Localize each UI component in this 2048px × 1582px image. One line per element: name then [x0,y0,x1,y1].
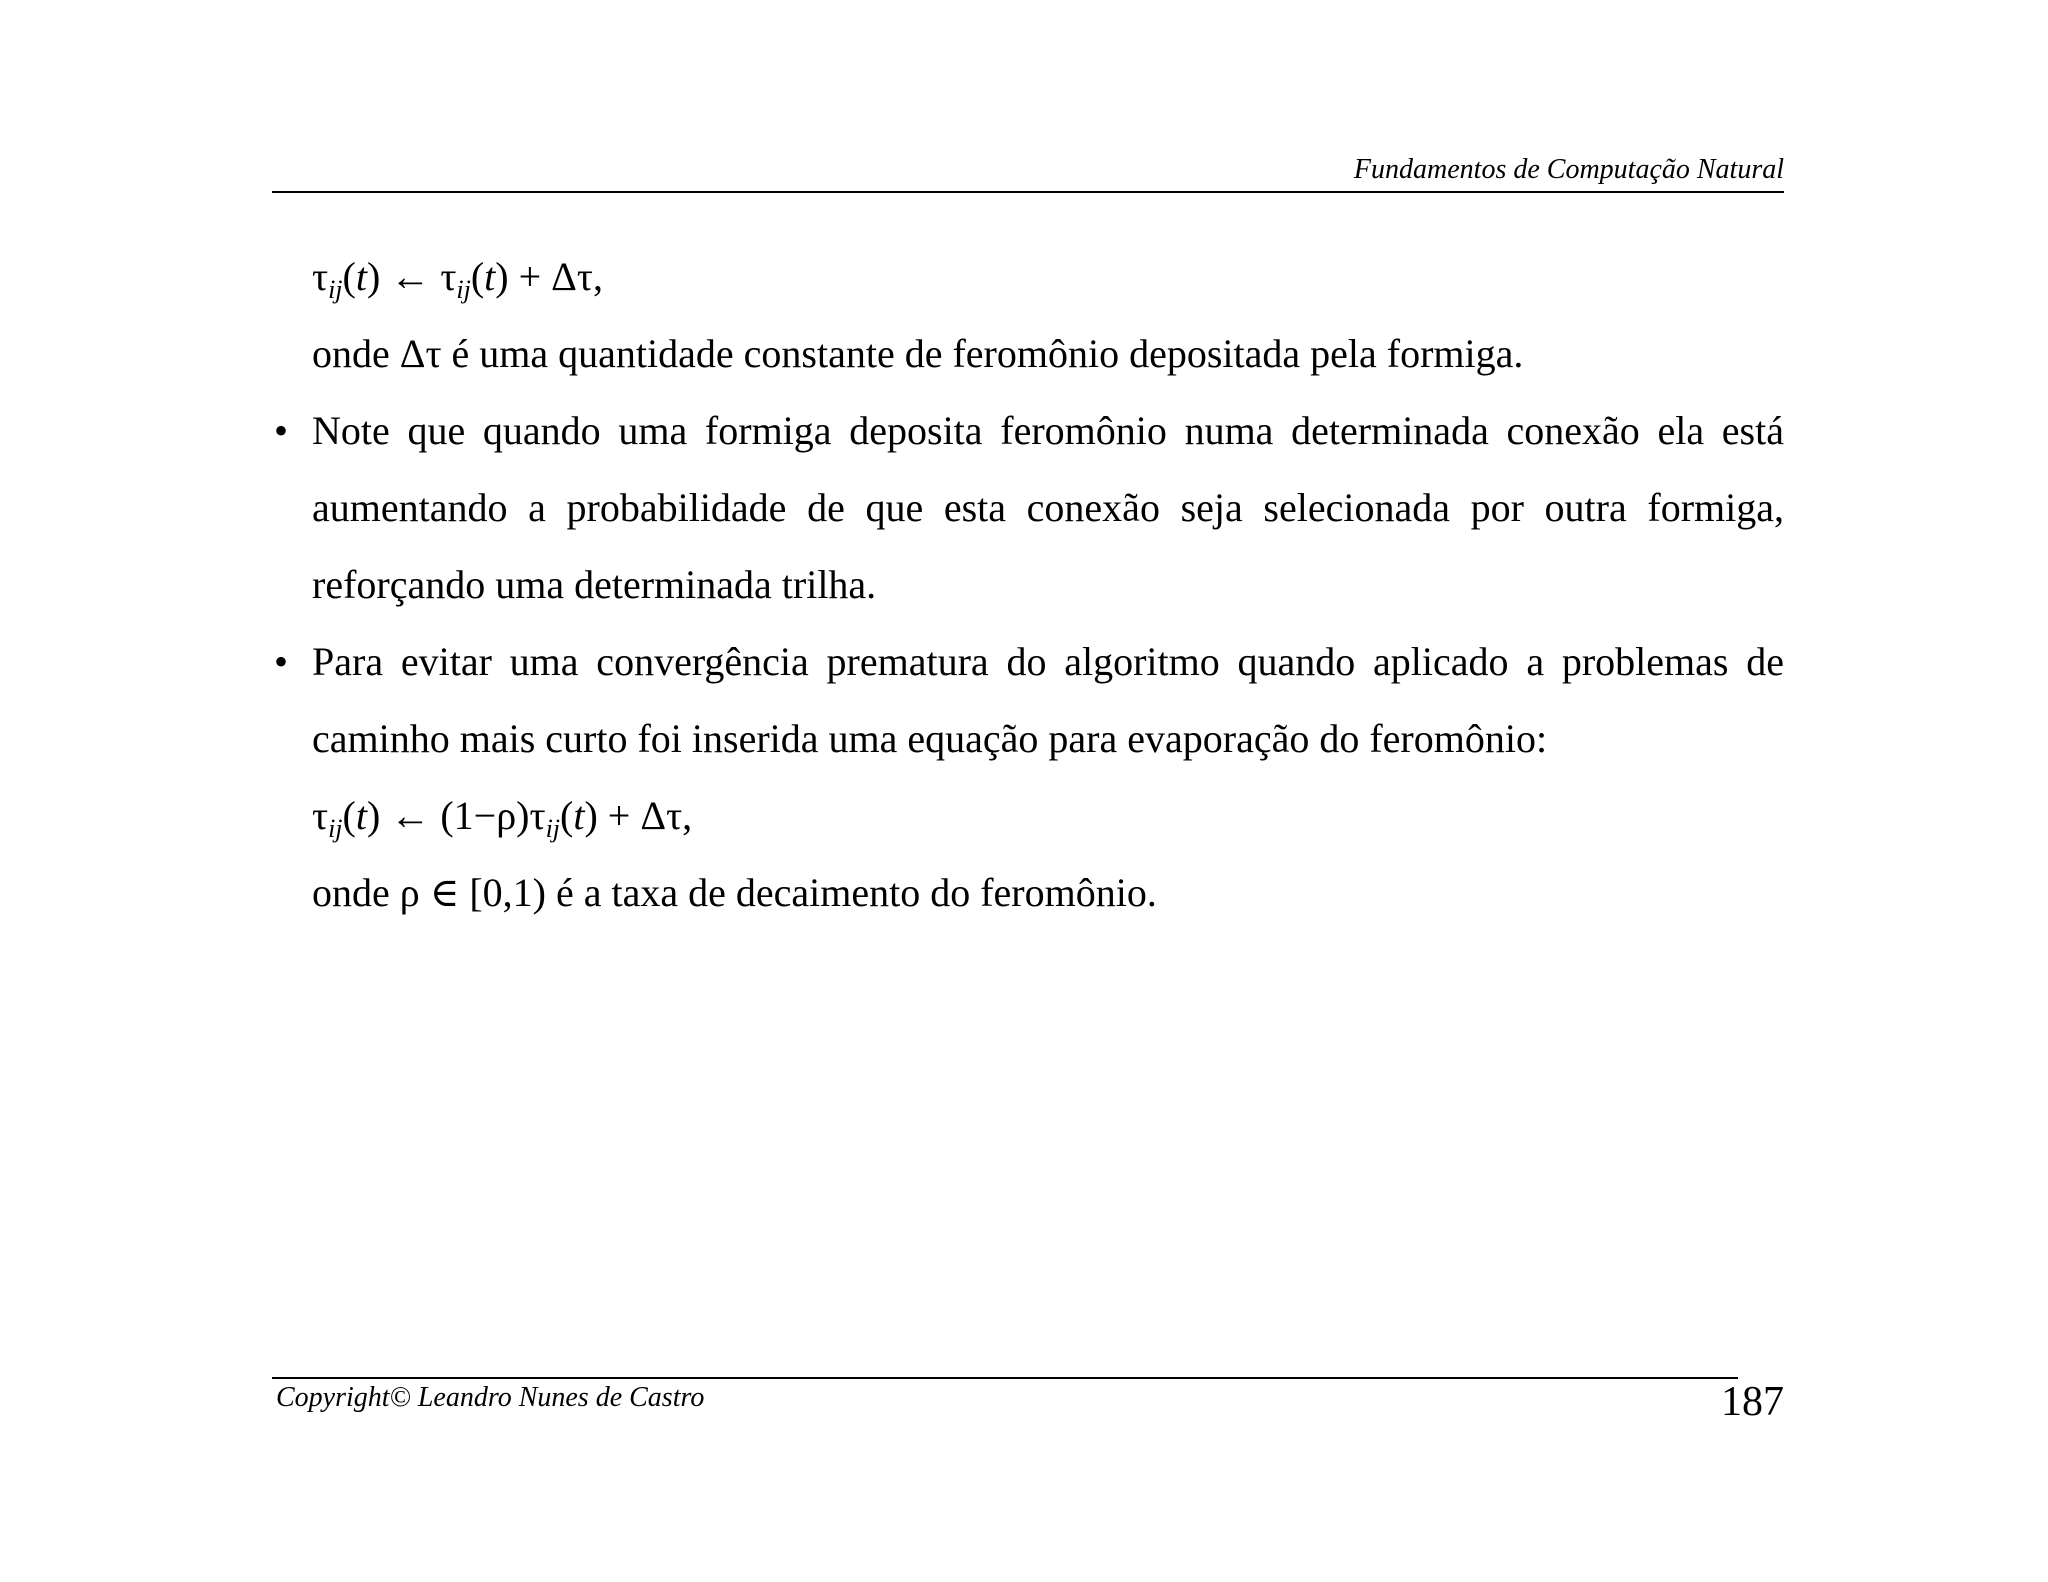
subscript-ij: ij [328,275,343,304]
footer-rule [272,1377,1738,1379]
paren-close: ) [584,793,598,838]
paren-open: ( [342,254,356,299]
header-rule [272,191,1784,193]
subscript-ij: ij [545,814,561,843]
bullet-text: Note que quando uma formiga deposita feromônio numa determinada conexão ela está aumentando a probabilidade de que esta conexão seja selecionada por outra formiga, reforçando uma determinada trilha. [312,408,1784,607]
bullet-item [272,623,1784,777]
equation-tail: + Δτ, [508,254,603,299]
time-variable: t [355,793,367,838]
tau-symbol: τ [312,254,329,299]
running-header-title: Fundamentos de Computação Natural [1353,154,1784,185]
equation-tail: + Δτ, [597,793,693,838]
equation-deposit [272,238,1784,315]
page-number: 187 [1721,1379,1784,1425]
time-variable: t [355,254,367,299]
tau-symbol: τ [440,254,457,299]
time-variable: t [484,254,496,299]
equation-evaporation [272,777,1784,854]
tau-symbol: τ [529,793,546,838]
assign-arrow-decay: ← (1−ρ) [380,793,530,838]
equation-evaporation-note: onde ρ ∈ [0,1) é a taxa de decaimento do feromônio. [312,870,1157,915]
assign-arrow: ← [380,254,441,299]
paren-open: ( [470,254,485,299]
time-variable: t [573,793,585,838]
paren-close: ) [366,793,381,838]
bullet-text: Para evitar uma convergência prematura do algoritmo quando aplicado a problemas de caminho mais curto foi inserida uma equação para evaporação do feromônio: [312,639,1784,761]
paren-open: ( [560,793,574,838]
footer-copyright: Copyright© Leandro Nunes de Castro [276,1382,705,1413]
subscript-ij: ij [328,814,343,843]
tau-symbol: τ [312,793,329,838]
paren-open: ( [342,793,356,838]
subscript-ij: ij [456,275,471,304]
equation-deposit-note: onde Δτ é uma quantidade constante de feromônio depositada pela formiga. [312,331,1524,376]
bullet-item [272,392,1784,623]
paren-close: ) [495,254,509,299]
page-body [272,238,1784,931]
paren-close: ) [366,254,381,299]
bullet-dot-icon: • [274,639,289,684]
bullet-dot-icon: • [274,408,289,453]
